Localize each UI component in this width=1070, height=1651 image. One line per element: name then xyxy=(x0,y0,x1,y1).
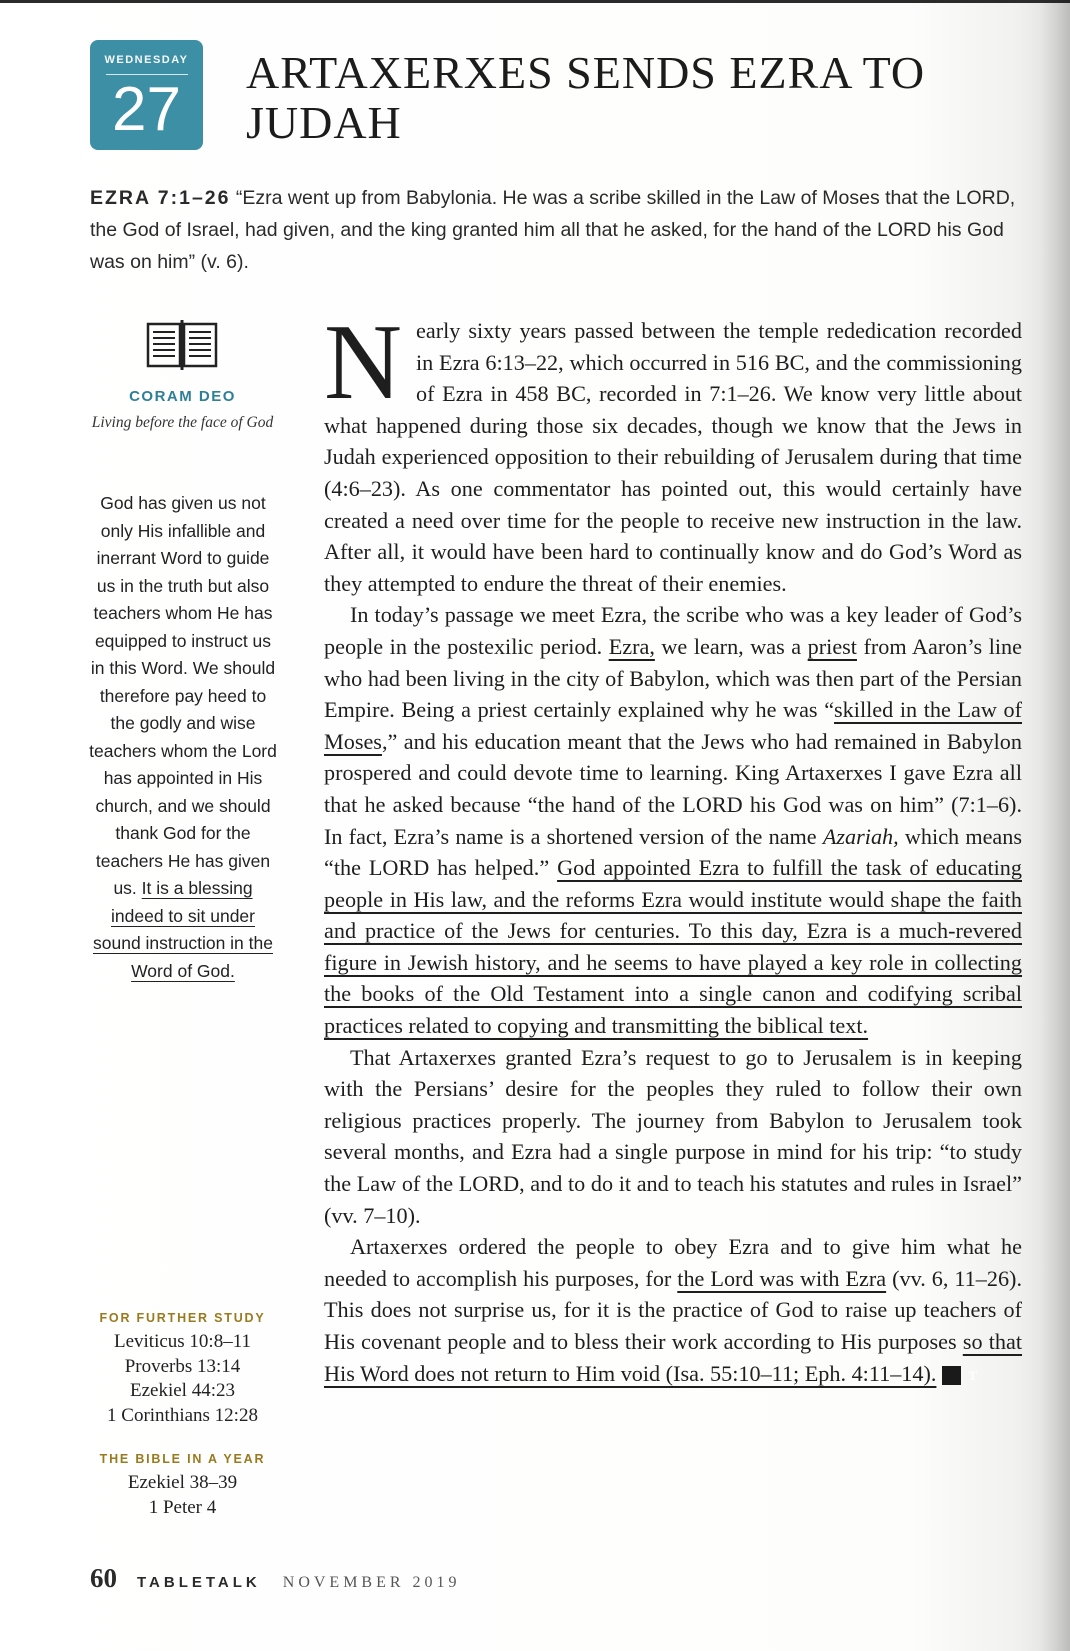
date-badge xyxy=(90,40,203,150)
coram-deo-text: God has given us not only His infallible and inerrant Word to guide us in the truth but also teachers whom He has equipped to instruct us in this Word. We should therefore pay heed to the godly and wise teachers whom the Lord has appointed in His church, and we should thank God for the teachers He has given us. xyxy=(89,493,277,898)
drop-cap: N xyxy=(324,303,402,422)
underlined-text: so that His Word does not return to Him void (Isa. 55:10–11; Eph. 4:11–14). xyxy=(324,1329,1023,1386)
further-study-item: Leviticus 10:8–11 xyxy=(113,1331,252,1352)
body-paragraph-1 xyxy=(324,303,1022,599)
bible-in-a-year-item: 1 Peter 4 xyxy=(148,1496,217,1518)
paragraph-text: In today’s passage we meet Ezra, the scribe who was a key leader of God’s people in the postexilic period. xyxy=(324,602,1022,659)
page-number: 60 xyxy=(90,1563,117,1593)
body-paragraph-3: That Artaxerxes granted Ezra’s request to go to Jerusalem is in keeping with the Persians’ desire for the peoples they ruled to follow their own religious practices properly. The journey from Babylon to Jerusalem took several months, and Ezra had a single purpose in mind for his trip: “to study the Law of the LORD, and to do it and to teach his statutes and rules in Israel” (vv. 7–10). xyxy=(324,1044,1022,1228)
further-study-item: Proverbs 13:14 xyxy=(124,1355,241,1377)
paragraph-text: early sixty years passed between the temple rededication recorded in Ezra 6:13–22, which occurred in 516 BC, and the commissioning of Ezra in 458 BC, recorded in 7:1–26. We know very little about what happened during those six decades, though we know that the Jews in Judah experienced opposition to their rebuilding of Jerusalem during that time (4:6–23). As one commentator has pointed out, this would certainly have created a need over time for the people to receive new instruction in the law. After all, it would have been hard to continually know and do God’s Word as they attempted to endure the threat of their enemies. xyxy=(324,318,1022,596)
underlined-text: Ezra, xyxy=(608,633,655,659)
article-body xyxy=(324,303,1023,1389)
page-edge-shadow xyxy=(1040,0,1070,1651)
article-title: ARTAXERXES SENDS EZRA TO JUDAH xyxy=(246,47,926,148)
page-footer xyxy=(90,1563,461,1594)
further-study-item: 1 Corinthians 12:28 xyxy=(107,1404,258,1426)
paragraph-text: which means “the LORD has helped.” xyxy=(324,823,1022,881)
bible-in-a-year-heading: THE BIBLE IN A YEAR xyxy=(99,1452,266,1466)
body-paragraph-4 xyxy=(324,1231,1022,1389)
underlined-text: the Lord was with Ezra xyxy=(677,1265,887,1291)
key-verse-reference: EZRA 7:1–26 xyxy=(90,187,231,209)
book-icon xyxy=(146,318,218,372)
magazine-name: TABLETALK xyxy=(137,1574,261,1591)
issue-date: NOVEMBER 2019 xyxy=(282,1574,461,1591)
end-mark-icon: T xyxy=(942,1366,961,1385)
coram-deo-subtitle: Living before the face of God xyxy=(91,414,274,431)
key-verse-text: “Ezra went up from Babylonia. He was a scribe skilled in the Law of Moses that the LORD, the God of Israel, had given, and the king granted him all that he asked, for the hand of the LORD his God was on him” (v. 6). xyxy=(90,187,1016,273)
body-paragraph-2 xyxy=(324,599,1022,1041)
paragraph-text: from Aaron’s line who had been living in the city of Babylon, which was then part of the Persian Empire. Being a priest certainly explained why he was “ xyxy=(324,633,1022,723)
paragraph-text: we learn, was a xyxy=(654,633,808,659)
top-rule xyxy=(0,0,1070,3)
further-study-item: Ezekiel 44:23 xyxy=(130,1380,235,1401)
further-study-list xyxy=(90,1330,275,1428)
coram-deo-underlined-text: It is a blessing indeed to sit under sound instruction in the Word of God. xyxy=(93,878,273,981)
bible-in-a-year-list xyxy=(90,1471,275,1520)
badge-weekday: WEDNESDAY xyxy=(104,54,189,66)
paragraph-text: Artaxerxes ordered the people to obey Ezra and to give him what he needed to accomplish his purposes, for xyxy=(324,1234,1022,1291)
coram-deo-heading: CORAM DEO xyxy=(129,388,236,405)
badge-day-number: 27 xyxy=(112,75,181,144)
coram-deo-body xyxy=(88,490,278,985)
bible-in-a-year-item: Ezekiel 38–39 xyxy=(127,1472,238,1493)
paragraph-text: (vv. 6, 11–26). This does not surprise us, for it is the practice of God to raise up teachers of His covenant people and to bless their work according to His purposes xyxy=(324,1265,1022,1354)
underlined-text: God appointed Ezra to fulfill the task of educating people in His law, and the reforms Ezra would institute would shape the faith and practice of the Jews for centuries. To this day, Ezra is a much-revered figure in Jewish history, and he seems to have played a key role in collecting the books of the Old Testament into a single canon and codifying scribal practices related to copying and transmitting the biblical text. xyxy=(324,855,1022,1039)
further-study-heading: FOR FURTHER STUDY xyxy=(99,1311,266,1325)
underlined-text: skilled in the Law of Moses xyxy=(324,697,1023,754)
underlined-text: priest xyxy=(807,633,857,659)
key-verse xyxy=(90,182,1020,278)
italic-text: Azariah, xyxy=(822,823,899,849)
paragraph-text: ,” and his education meant that the Jews who had remained in Babylon prospered and could devote time to learning. King Artaxerxes I gave Ezra all that he asked because “the hand of the LORD his God was on him” (7:1–6). In fact, Ezra’s name is a shortened version of the name xyxy=(324,728,1022,849)
